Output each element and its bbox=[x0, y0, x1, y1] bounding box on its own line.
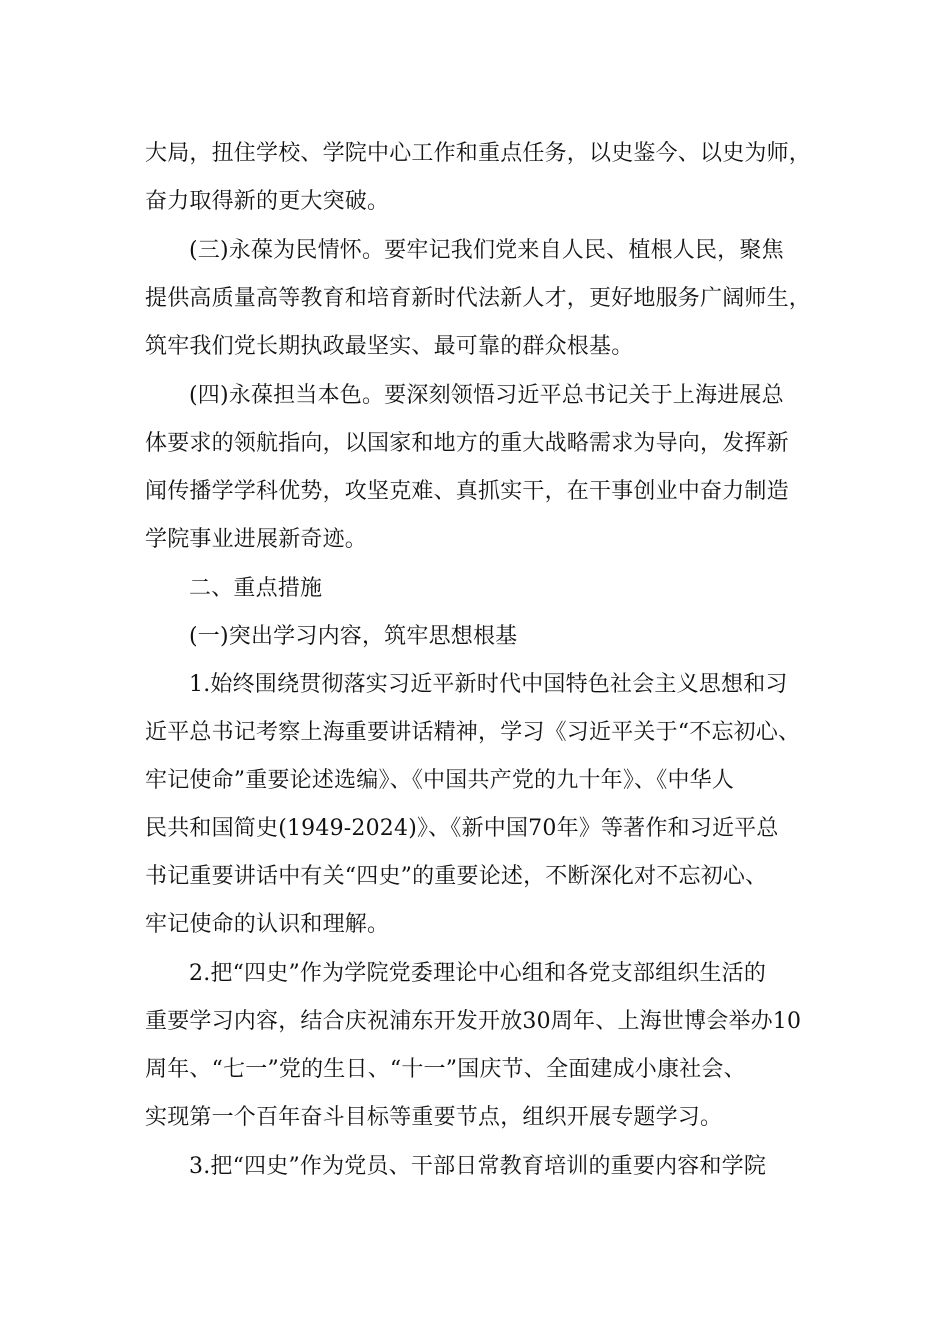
paragraph-line: 实现第一个百年奋斗目标等重要节点，组织开展专题学习。 bbox=[145, 1105, 723, 1130]
paragraph-line: (三)永葆为民情怀。要牢记我们党来自人民、植根人民，聚焦 bbox=[189, 238, 784, 263]
paragraph-line: 3.把“四史”作为党员、干部日常教育培训的重要内容和学院 bbox=[189, 1154, 767, 1179]
paragraph-line: 近平总书记考察上海重要讲话精神，学习《习近平关于“不忘初心、 bbox=[145, 720, 801, 745]
paragraph-line: 周年、“七一”党的生日、“十一”国庆节、全面建成小康社会、 bbox=[145, 1057, 746, 1082]
paragraph-line: 闻传播学学科优势，攻坚克难、真抓实干，在干事创业中奋力制造 bbox=[145, 479, 789, 504]
paragraph-line: 体要求的领航指向，以国家和地方的重大战略需求为导向，发挥新 bbox=[145, 431, 789, 456]
section-heading: 二、重点措施 bbox=[189, 576, 323, 601]
subsection-heading: (一)突出学习内容，筑牢思想根基 bbox=[189, 624, 518, 649]
paragraph-line: 学院事业进展新奇迹。 bbox=[145, 527, 368, 552]
paragraph-line: 重要学习内容，结合庆祝浦东开发开放30周年、上海世博会举办10 bbox=[145, 1009, 802, 1034]
paragraph-line: 书记重要讲话中有关“四史”的重要论述，不断深化对不忘初心、 bbox=[145, 864, 768, 889]
document-body bbox=[145, 130, 815, 1191]
paragraph-line: 民共和国简史(1949-2024)》、《新中国70年》等著作和习近平总 bbox=[145, 816, 779, 841]
paragraph-line: 牢记使命的认识和理解。 bbox=[145, 912, 390, 937]
paragraph-line: 1.始终围绕贯彻落实习近平新时代中国特色社会主义思想和习 bbox=[189, 672, 788, 697]
paragraph-line: 大局，扭住学校、学院中心工作和重点任务，以史鉴今、以史为师， bbox=[145, 141, 812, 166]
paragraph-line: 奋力取得新的更大突破。 bbox=[145, 189, 390, 214]
paragraph-line: 2.把“四史”作为学院党委理论中心组和各党支部组织生活的 bbox=[189, 961, 767, 986]
paragraph-line: (四)永葆担当本色。要深刻领悟习近平总书记关于上海进展总 bbox=[189, 383, 784, 408]
paragraph-line: 提供高质量高等教育和培育新时代法新人才，更好地服务广阔师生， bbox=[145, 286, 812, 311]
paragraph-line: 筑牢我们党长期执政最坚实、最可靠的群众根基。 bbox=[145, 334, 634, 359]
paragraph-line: 牢记使命”重要论述选编》、《中国共产党的九十年》、《中华人 bbox=[145, 768, 735, 793]
